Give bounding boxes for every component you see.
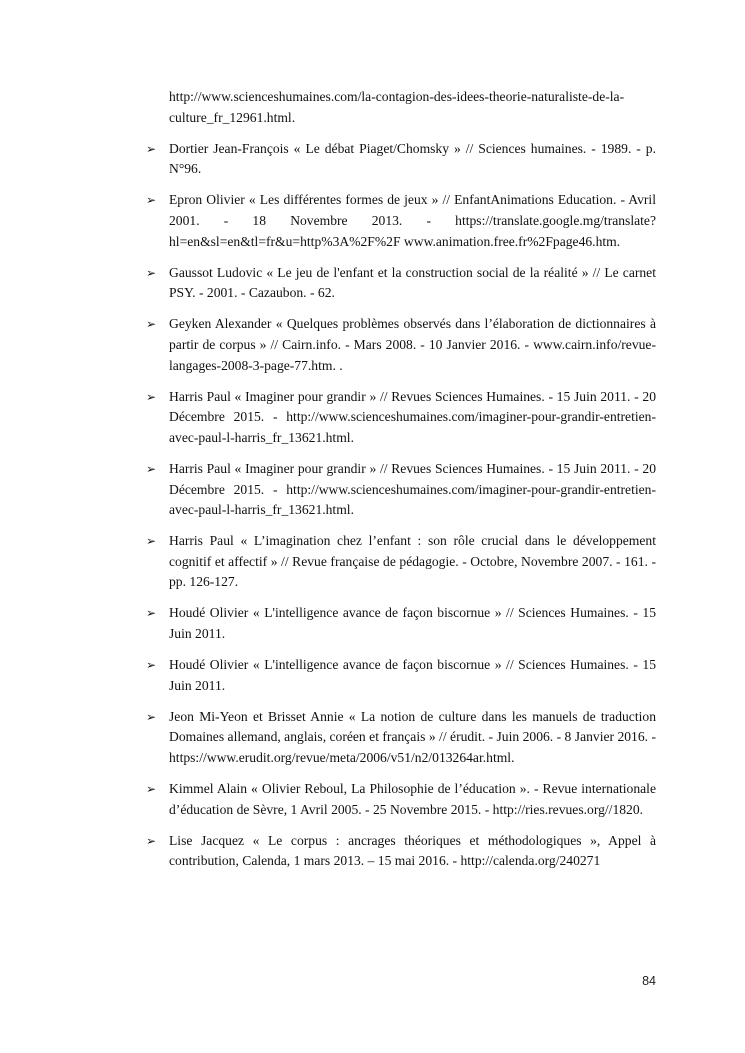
reference-item: [146, 314, 656, 376]
reference-item: [146, 779, 656, 820]
reference-text: Houdé Olivier « L'intelligence avance de façon biscornue » // Sciences Humaines. - 15 Juin 2011.: [169, 605, 656, 642]
reference-item: [146, 707, 656, 769]
arrow-bullet-icon: ➢: [146, 193, 157, 208]
reference-item: [146, 531, 656, 593]
arrow-bullet-icon: ➢: [146, 709, 157, 724]
reference-item: [146, 263, 656, 304]
arrow-bullet-icon: ➢: [146, 782, 157, 797]
reference-text: Epron Olivier « Les différentes formes de jeux » // EnfantAnimations Education. - Avril 2001. - 18 Novembre 2013. - https://translate.google.mg/translate?hl=en&sl=en&tl=fr&u=http%3A%2F%2F www.animation.free.fr%2Fpage46.htm.: [169, 192, 656, 249]
page-number: 84: [642, 974, 656, 988]
arrow-bullet-icon: ➢: [146, 389, 157, 404]
reference-text: Lise Jacquez « Le corpus : ancrages théoriques et méthodologiques », Appel à contribution, Calenda, 1 mars 2013. – 15 mai 2016. - http://calenda.org/240271: [169, 832, 656, 869]
reference-text: Harris Paul « Imaginer pour grandir » // Revues Sciences Humaines. - 15 Juin 2011. - 20 Décembre 2015. - http://www.scienceshumaines.com/imaginer-pour-grandir-entretien-avec-paul-l-harris_fr_13621.html.: [169, 460, 656, 518]
continued-reference: [146, 87, 656, 128]
reference-text: Geyken Alexander « Quelques problèmes observés dans l’élaboration de dictionnaires à partir de corpus » // Cairn.info. - Mars 2008. - 10 Janvier 2016. - www.cairn.info/revue-langages-2008-3-page-77.htm. .: [169, 316, 656, 373]
arrow-bullet-icon: ➢: [146, 534, 157, 549]
reference-text: Harris Paul « L’imagination chez l’enfant : son rôle crucial dans le développement cognitif et affectif » // Revue française de pédagogie. - Octobre, Novembre 2007. - 161. - pp. 126-127.: [169, 533, 656, 590]
arrow-bullet-icon: ➢: [146, 461, 157, 476]
reference-item: [146, 190, 656, 252]
reference-item: [146, 459, 656, 521]
reference-text: Harris Paul « Imaginer pour grandir » // Revues Sciences Humaines. - 15 Juin 2011. - 20 Décembre 2015. - http://www.scienceshumaines.com/imaginer-pour-grandir-entretien-avec-paul-l-harris_fr_13621.html.: [169, 388, 656, 445]
arrow-bullet-icon: ➢: [146, 833, 157, 848]
arrow-bullet-icon: ➢: [146, 141, 157, 156]
reference-item: [146, 603, 656, 644]
reference-item: [146, 655, 656, 696]
reference-text: Kimmel Alain « Olivier Reboul, La Philosophie de l’éducation ». - Revue internationale d’éducation de Sèvre, 1 Avril 2005. - 25 Novembre 2015. - http://ries.revues.org//1820.: [169, 781, 656, 817]
reference-text: Gaussot Ludovic « Le jeu de l'enfant et la construction social de la réalité » // Le carnet PSY. - 2001. - Cazaubon. - 62.: [169, 264, 656, 301]
arrow-bullet-icon: ➢: [146, 317, 157, 332]
bibliography-list: [146, 87, 656, 883]
reference-item: [146, 387, 656, 449]
reference-text: Dortier Jean-François « Le débat Piaget/Chomsky » // Sciences humaines. - 1989. - p. N°96.: [169, 140, 656, 177]
arrow-bullet-icon: ➢: [146, 265, 157, 280]
arrow-bullet-icon: ➢: [146, 606, 157, 621]
reference-item: [146, 139, 656, 180]
reference-text: Houdé Olivier « L'intelligence avance de façon biscornue » // Sciences Humaines. - 15 Juin 2011.: [169, 657, 656, 693]
arrow-bullet-icon: ➢: [146, 658, 157, 673]
reference-item: [146, 831, 656, 872]
continued-reference-text: http://www.scienceshumaines.com/la-contagion-des-idees-theorie-naturaliste-de-la-culture_fr_12961.html.: [169, 89, 625, 125]
reference-text: Jeon Mi-Yeon et Brisset Annie « La notion de culture dans les manuels de traduction Domaines allemand, anglais, coréen et français » // érudit. - Juin 2006. - 8 Janvier 2016. - https://www.erudit.org/revue/meta/2006/v51/n2/013264ar.html.: [169, 708, 656, 766]
